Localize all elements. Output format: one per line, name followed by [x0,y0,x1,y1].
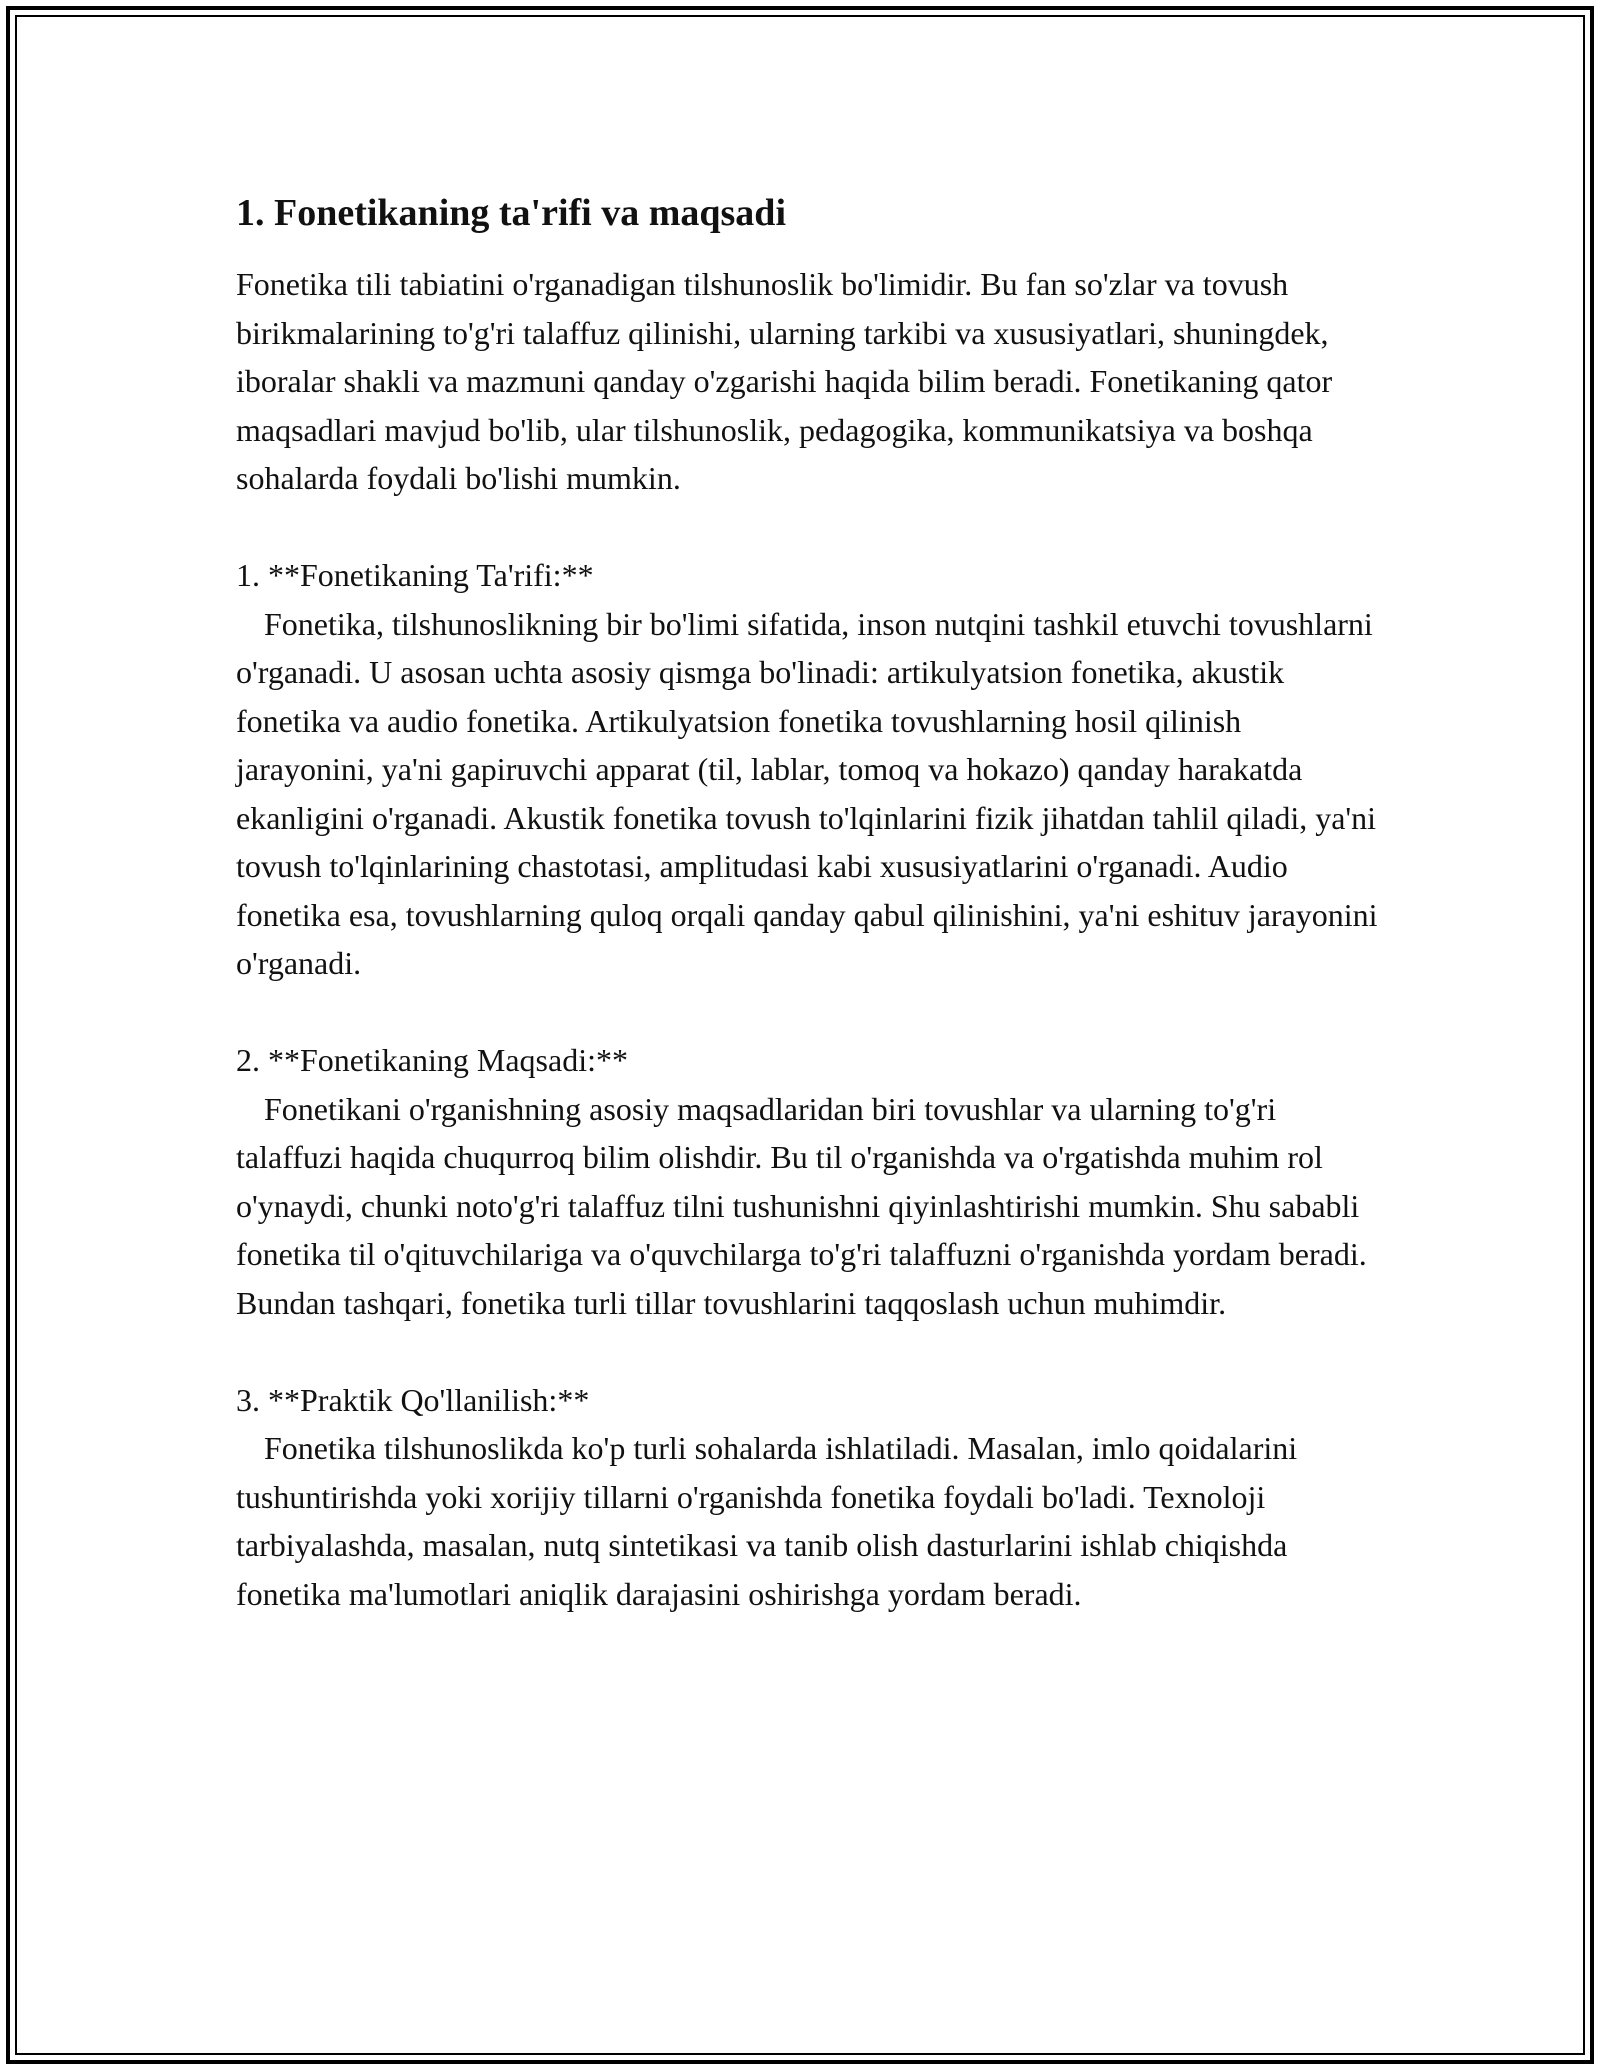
section-title: 3. **Praktik Qo'llanilish:** [236,1381,590,1418]
section-practical-use [236,1376,1386,1619]
section-body: Fonetika, tilshunoslikning bir bo'limi sifatida, inson nutqini tashkil etuvchi tovushlarni o'rganadi. U asosan uchta asosiy qismga bo'linadi: artikulyatsion fonetika, akustik fonetika va audio fonetika. Artikulyatsion fonetika tovushlarning hosil qilinish jarayonini, ya'ni gapiruvchi apparat (til, lablar, tomoq va hokazo) qanday harakatda ekanligini o'rganadi. Akustik fonetika tovush to'lqinlarini fizik jihatdan tahlil qiladi, ya'ni tovush to'lqinlarining chastotasi, amplitudasi kabi xususiyatlarini o'rganadi. Audio fonetika esa, tovushlarning quloq orqali qanday qabul qilinishini, ya'ni eshituv jarayonini o'rganadi. [236,605,1378,981]
section-purpose [236,1036,1386,1327]
section-title: 1. **Fonetikaning Ta'rifi:** [236,557,594,593]
section-definition [236,551,1386,988]
section-body: Fonetikani o'rganishning asosiy maqsadlaridan biri tovushlar va ularning to'g'ri talaffuzi haqida chuqurroq bilim olishdir. Bu til o'rganishda va o'rgatishda muhim rol o'ynaydi, chunki noto'g'ri talaffuz tilni tushunishni qiyinlashtirishi mumkin. Shu sababli fonetika til o'qituvchilariga va o'quvchilarga to'g'ri talaffuzni o'rganishda yordam beradi. Bundan tashqari, fonetika turli tillar tovushlarini taqqoslash uchun muhimdir. [236,1090,1367,1321]
section-title: 2. **Fonetikaning Maqsadi:** [236,1042,628,1078]
section-body: Fonetika tilshunoslikda ko'p turli sohalarda ishlatiladi. Masalan, imlo qoidalarini tushuntirishda yoki xorijiy tillarni o'rganishda fonetika foydali bo'ladi. Texnoloji tarbiyalashda, masalan, nutq sintetikasi va tanib olish dasturlarini ishlab chiqishda fonetika ma'lumotlari aniqlik darajasini oshirishga yordam beradi. [236,1430,1298,1612]
document-content [236,188,1386,1667]
document-heading: 1. Fonetikaning ta'rifi va maqsadi [236,192,786,234]
intro-paragraph: Fonetika tili tabiatini o'rganadigan tilshunoslik bo'limidir. Bu fan so'zlar va tovush birikmalarining to'g'ri talaffuz qilinishi, ularning tarkibi va xususiyatlari, shuningdek, iboralar shakli va mazmuni qanday o'zgarishi haqida bilim beradi. Fonetikaning qator maqsadlari mavjud bo'lib, ular tilshunoslik, pedagogika, kommunikatsiya va boshqa sohalarda foydali bo'lishi mumkin. [236,266,1333,496]
